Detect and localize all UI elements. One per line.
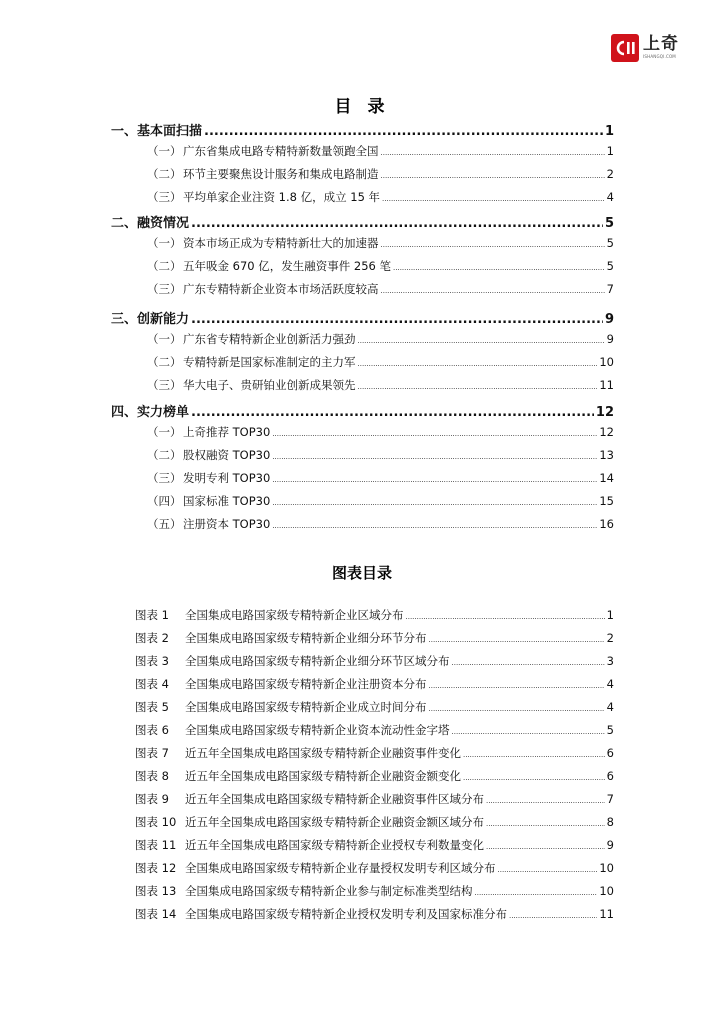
toc-subsection-label: 环节主要聚焦设计服务和集成电路制造 [183,167,379,181]
dot-leader [393,264,605,272]
figure-number: 图表 10 [135,815,177,829]
figure-label: 全国集成电路国家级专精特新企业授权发明专利及国家标准分布 [185,907,507,921]
figure-label: 全国集成电路国家级专精特新企业存量授权发明专利区域分布 [185,861,496,875]
figure-entry[interactable] [135,653,614,671]
figure-entry[interactable] [135,676,614,694]
toc-subsection-label: 国家标准 TOP30 [183,494,271,508]
toc-subsection-entry[interactable] [147,258,614,276]
toc-page-number: 5 [606,236,614,250]
toc-section-label: 四、实力榜单 [111,405,190,420]
figure-entry[interactable] [135,837,614,855]
figure-number: 图表 8 [135,769,169,783]
figure-page-number: 10 [599,884,614,898]
toc-subsection-label: 广东省集成电路专精特新数量领跑全国 [183,144,379,158]
toc-subsection-number: （四） [147,494,182,508]
brand-logo [611,34,679,68]
toc-subsection-number: （二） [147,259,182,273]
figure-page-number: 2 [606,631,614,645]
figure-entry[interactable] [135,791,614,809]
dot-leader [486,797,605,805]
figure-entry[interactable] [135,860,614,878]
toc-subsection-label: 发明专利 TOP30 [183,471,271,485]
dot-leader [204,124,603,139]
figure-entry[interactable] [135,883,614,901]
toc-page-number: 2 [606,167,614,181]
dot-leader [191,216,603,231]
toc-subsection-number: （一） [147,332,182,346]
figure-label: 全国集成电路国家级专精特新企业注册资本分布 [185,677,427,691]
brand-name: 上奇 [643,34,679,54]
figure-page-number: 3 [606,654,614,668]
figure-page-number: 5 [606,723,614,737]
dot-leader [509,912,597,920]
figure-number: 图表 1 [135,608,169,622]
dot-leader [191,405,594,420]
dot-leader [382,195,605,203]
toc-page-number: 7 [606,282,614,296]
figure-number: 图表 11 [135,838,177,852]
toc-section-entry[interactable] [111,401,614,421]
toc-page-number: 9 [604,312,614,327]
logo-mark-icon [611,34,639,62]
figure-page-number: 8 [606,815,614,829]
toc-subsection-number: （三） [147,471,182,485]
toc-page-number: 12 [599,425,614,439]
toc-page-number: 1 [606,144,614,158]
toc-page-number: 11 [599,378,614,392]
toc-subsection-number: （一） [147,236,182,250]
figure-page-number: 6 [606,769,614,783]
dot-leader [381,149,605,157]
dot-leader [475,889,598,897]
figure-entry[interactable] [135,630,614,648]
figure-number: 图表 12 [135,861,177,875]
toc-subsection-label: 注册资本 TOP30 [183,517,271,531]
toc-subsection-entry[interactable] [147,516,614,534]
figure-entry[interactable] [135,745,614,763]
figure-label: 全国集成电路国家级专精特新企业区域分布 [185,608,404,622]
toc-subsection-label: 上奇推荐 TOP30 [183,425,271,439]
toc-page-number: 16 [599,517,614,531]
toc-section-entry[interactable] [111,212,614,232]
toc-subsection-entry[interactable] [147,354,614,372]
dot-leader [358,383,598,391]
toc-subsection-label: 五年吸金 670 亿，发生融资事件 256 笔 [183,259,392,273]
toc-page-number: 13 [599,448,614,462]
toc-subsection-number: （一） [147,144,182,158]
figure-number: 图表 2 [135,631,169,645]
figure-label: 全国集成电路国家级专精特新企业成立时间分布 [185,700,427,714]
toc-subsection-label: 资本市场正成为专精特新壮大的加速器 [183,236,379,250]
figure-label: 全国集成电路国家级专精特新企业参与制定标准类型结构 [185,884,473,898]
figure-label: 近五年全国集成电路国家级专精特新企业融资金额变化 [185,769,461,783]
figure-page-number: 4 [606,700,614,714]
toc-subsection-entry[interactable] [147,235,614,253]
dot-leader [429,705,605,713]
dot-leader [463,774,605,782]
figure-entry[interactable] [135,607,614,625]
toc-section-entry[interactable] [111,308,614,328]
figure-entry[interactable] [135,722,614,740]
toc-page-number: 15 [599,494,614,508]
figure-label: 近五年全国集成电路国家级专精特新企业融资金额区域分布 [185,815,484,829]
figure-label: 全国集成电路国家级专精特新企业细分环节区域分布 [185,654,450,668]
brand-url: ISHANGQI.COM [643,54,676,59]
dot-leader [272,430,597,438]
toc-title: 目 录 [334,97,390,117]
dot-leader [358,360,598,368]
figure-page-number: 4 [606,677,614,691]
toc-section-entry[interactable] [111,120,614,140]
figure-label: 全国集成电路国家级专精特新企业资本流动性金字塔 [185,723,450,737]
dot-leader [429,636,605,644]
toc-subsection-number: （二） [147,167,182,181]
toc-page-number: 4 [606,190,614,204]
toc-subsection-entry[interactable] [147,447,614,465]
toc-subsection-number: （一） [147,425,182,439]
toc-subsection-entry[interactable] [147,424,614,442]
figure-number: 图表 13 [135,884,177,898]
toc-subsection-number: （三） [147,190,182,204]
figure-entry[interactable] [135,906,614,924]
toc-page-number: 12 [595,405,614,420]
toc-section-label: 一、基本面扫描 [111,124,203,139]
toc-page-number: 5 [604,216,614,231]
figure-number: 图表 14 [135,907,177,921]
toc-page-number: 10 [599,355,614,369]
figure-number: 图表 4 [135,677,169,691]
figure-page-number: 9 [606,838,614,852]
figure-number: 图表 5 [135,700,169,714]
dot-leader [381,287,605,295]
figure-page-number: 11 [599,907,614,921]
toc-page-number: 14 [599,471,614,485]
dot-leader [452,728,605,736]
toc-subsection-label: 华大电子、贵研铂业创新成果领先 [183,378,356,392]
figures-title: 图表目录 [331,564,392,582]
toc-subsection-number: （二） [147,355,182,369]
toc-subsection-number: （二） [147,448,182,462]
toc-subsection-label: 广东省专精特新企业创新活力强劲 [183,332,356,346]
toc-subsection-label: 专精特新是国家标准制定的主力军 [183,355,356,369]
figure-entry[interactable] [135,814,614,832]
figure-number: 图表 7 [135,746,169,760]
figure-page-number: 1 [606,608,614,622]
toc-subsection-entry[interactable] [147,470,614,488]
toc-section-label: 三、创新能力 [111,312,190,327]
toc-section-label: 二、融资情况 [111,216,190,231]
dot-leader [191,312,603,327]
dot-leader [272,453,597,461]
dot-leader [381,172,605,180]
dot-leader [406,613,605,621]
toc-subsection-entry[interactable] [147,377,614,395]
toc-subsection-entry[interactable] [147,189,614,207]
figure-label: 近五年全国集成电路国家级专精特新企业融资事件变化 [185,746,461,760]
dot-leader [486,843,605,851]
toc-subsection-label: 平均单家企业注资 1.8 亿，成立 15 年 [183,190,381,204]
toc-subsection-entry[interactable] [147,331,614,349]
dot-leader [272,499,597,507]
dot-leader [272,522,597,530]
figure-label: 近五年全国集成电路国家级专精特新企业融资事件区域分布 [185,792,484,806]
toc-subsection-label: 广东专精特新企业资本市场活跃度较高 [183,282,379,296]
dot-leader [486,820,605,828]
dot-leader [452,659,605,667]
figure-page-number: 7 [606,792,614,806]
figure-page-number: 6 [606,746,614,760]
toc-subsection-entry[interactable] [147,166,614,184]
dot-leader [463,751,605,759]
dot-leader [358,337,605,345]
toc-subsection-entry[interactable] [147,493,614,511]
dot-leader [429,682,605,690]
figure-label: 全国集成电路国家级专精特新企业细分环节分布 [185,631,427,645]
figure-number: 图表 3 [135,654,169,668]
figure-label: 近五年全国集成电路国家级专精特新企业授权专利数量变化 [185,838,484,852]
figure-entry[interactable] [135,699,614,717]
dot-leader [272,476,597,484]
toc-subsection-entry[interactable] [147,143,614,161]
toc-subsection-number: （五） [147,517,182,531]
toc-subsection-label: 股权融资 TOP30 [183,448,271,462]
toc-page-number: 9 [606,332,614,346]
dot-leader [498,866,598,874]
toc-subsection-number: （三） [147,378,182,392]
toc-page-number: 5 [606,259,614,273]
figure-entry[interactable] [135,768,614,786]
toc-subsection-number: （三） [147,282,182,296]
toc-subsection-entry[interactable] [147,281,614,299]
figure-number: 图表 9 [135,792,169,806]
dot-leader [381,241,605,249]
toc-page-number: 1 [604,124,614,139]
figure-page-number: 10 [599,861,614,875]
figure-number: 图表 6 [135,723,169,737]
